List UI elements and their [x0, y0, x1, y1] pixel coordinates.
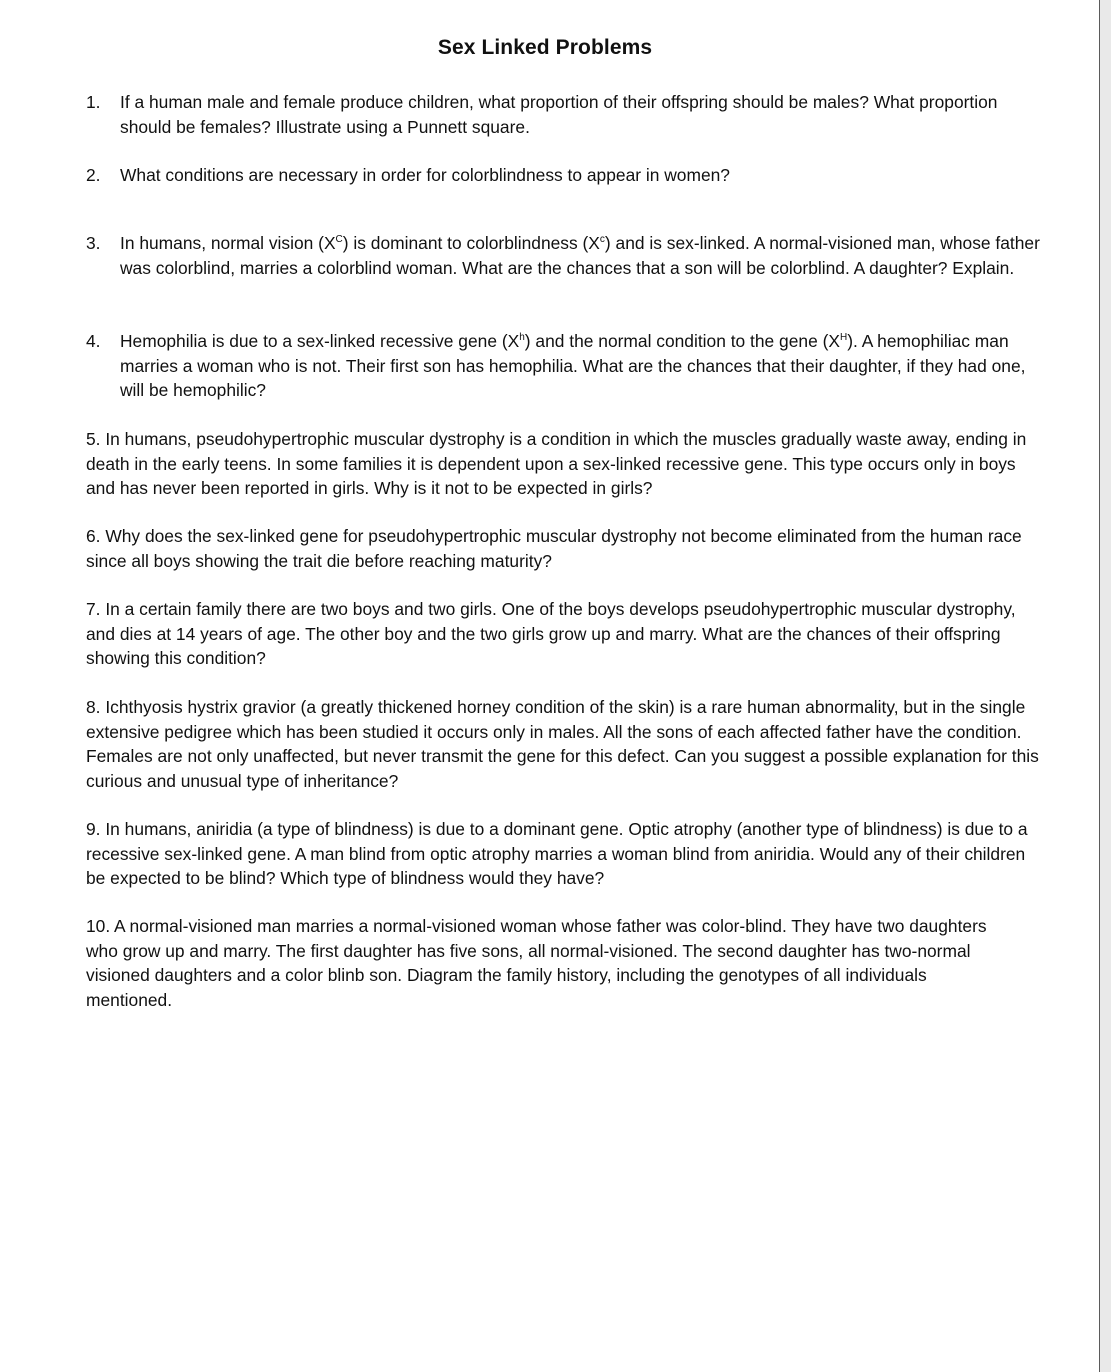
- question-text-part: ). A hemophiliac man marries a woman who is not. Their first son has hemophilia. What are the chances that their daughter, if they had one, will be hemophilic?: [120, 331, 1026, 400]
- question-9: [86, 817, 1041, 891]
- question-8: [86, 695, 1041, 793]
- question-text-part: ) and the normal condition to the gene (X: [524, 331, 840, 351]
- question-text: 9. In humans, aniridia (a type of blindness) is due to a dominant gene. Optic atrophy (another type of blindness) is due to a recessive sex-linked gene. A man blind from optic atrophy marries a woman blind from aniridia. Would any of their children be expected to be blind? Which type of blindness would they have?: [86, 819, 1028, 888]
- page-title: Sex Linked Problems: [437, 36, 653, 59]
- question-number: 3.: [86, 233, 101, 253]
- question-number: 2.: [86, 165, 101, 185]
- question-10: [86, 914, 1006, 1012]
- question-text-part: ) and is sex-linked. A normal-visioned man, whose father was colorblind, marries a colorblind woman. What are the chances that a son will be colorblind. A daughter? Explain.: [120, 233, 1040, 278]
- question-text: What conditions are necessary in order for colorblindness to appear in women?: [120, 165, 730, 185]
- question-5: [86, 427, 1041, 501]
- question-number: 4.: [86, 331, 101, 351]
- question-text: 7. In a certain family there are two boys and two girls. One of the boys develops pseudohypertrophic muscular dystrophy, and dies at 14 years of age. The other boy and the two girls grow up and marry. What are the chances of their offspring showing this condition?: [86, 599, 1016, 668]
- allele-superscript: C: [335, 234, 343, 245]
- question-2: [86, 163, 1041, 188]
- question-text: 8. Ichthyosis hystrix gravior (a greatly thickened horney condition of the skin) is a rare human abnormality, but in the single extensive pedigree which has been studied it occurs only in males. All the sons of each affected father have the condition. Females are not only unaffected, but never transmit the gene for this defect. Can you suggest a possible explanation for this curious and unusual type of inheritance?: [86, 697, 1039, 791]
- allele-superscript: c: [599, 234, 605, 245]
- question-7: [86, 597, 1041, 671]
- question-text: 10. A normal-visioned man marries a normal-visioned woman whose father was color-blind. They have two daughters who grow up and marry. The first daughter has five sons, all normal-visioned. The second daughter has two-normal visioned daughters and a color blinb son. Diagram the family history, including the genotypes of all individuals mentioned.: [86, 916, 987, 1010]
- question-text: 5. In humans, pseudohypertrophic muscular dystrophy is a condition in which the muscles gradually waste away, ending in death in the early teens. In some families it is dependent upon a sex-linked recessive gene. This type occurs only in boys and has never been reported in girls. Why is it not to be expected in girls?: [86, 429, 1027, 498]
- question-text-part: Hemophilia is due to a sex-linked recessive gene (X: [120, 331, 520, 351]
- question-1: [86, 90, 1041, 139]
- viewer-scroll-edge[interactable]: [1099, 0, 1111, 1372]
- question-text: 6. Why does the sex-linked gene for pseudohypertrophic muscular dystrophy not become eliminated from the human race since all boys showing the trait die before reaching maturity?: [86, 526, 1022, 571]
- question-text-part: ) is dominant to colorblindness (X: [342, 233, 600, 253]
- question-text: If a human male and female produce children, what proportion of their offspring should be males? What proportion should be females? Illustrate using a Punnett square.: [120, 92, 998, 137]
- question-number: 1.: [86, 92, 101, 112]
- question-6: [86, 524, 1041, 573]
- question-3: [86, 231, 1046, 280]
- question-4: [86, 329, 1041, 403]
- allele-superscript: h: [519, 332, 525, 343]
- allele-superscript: H: [839, 332, 848, 343]
- question-text-part: In humans, normal vision (X: [120, 233, 336, 253]
